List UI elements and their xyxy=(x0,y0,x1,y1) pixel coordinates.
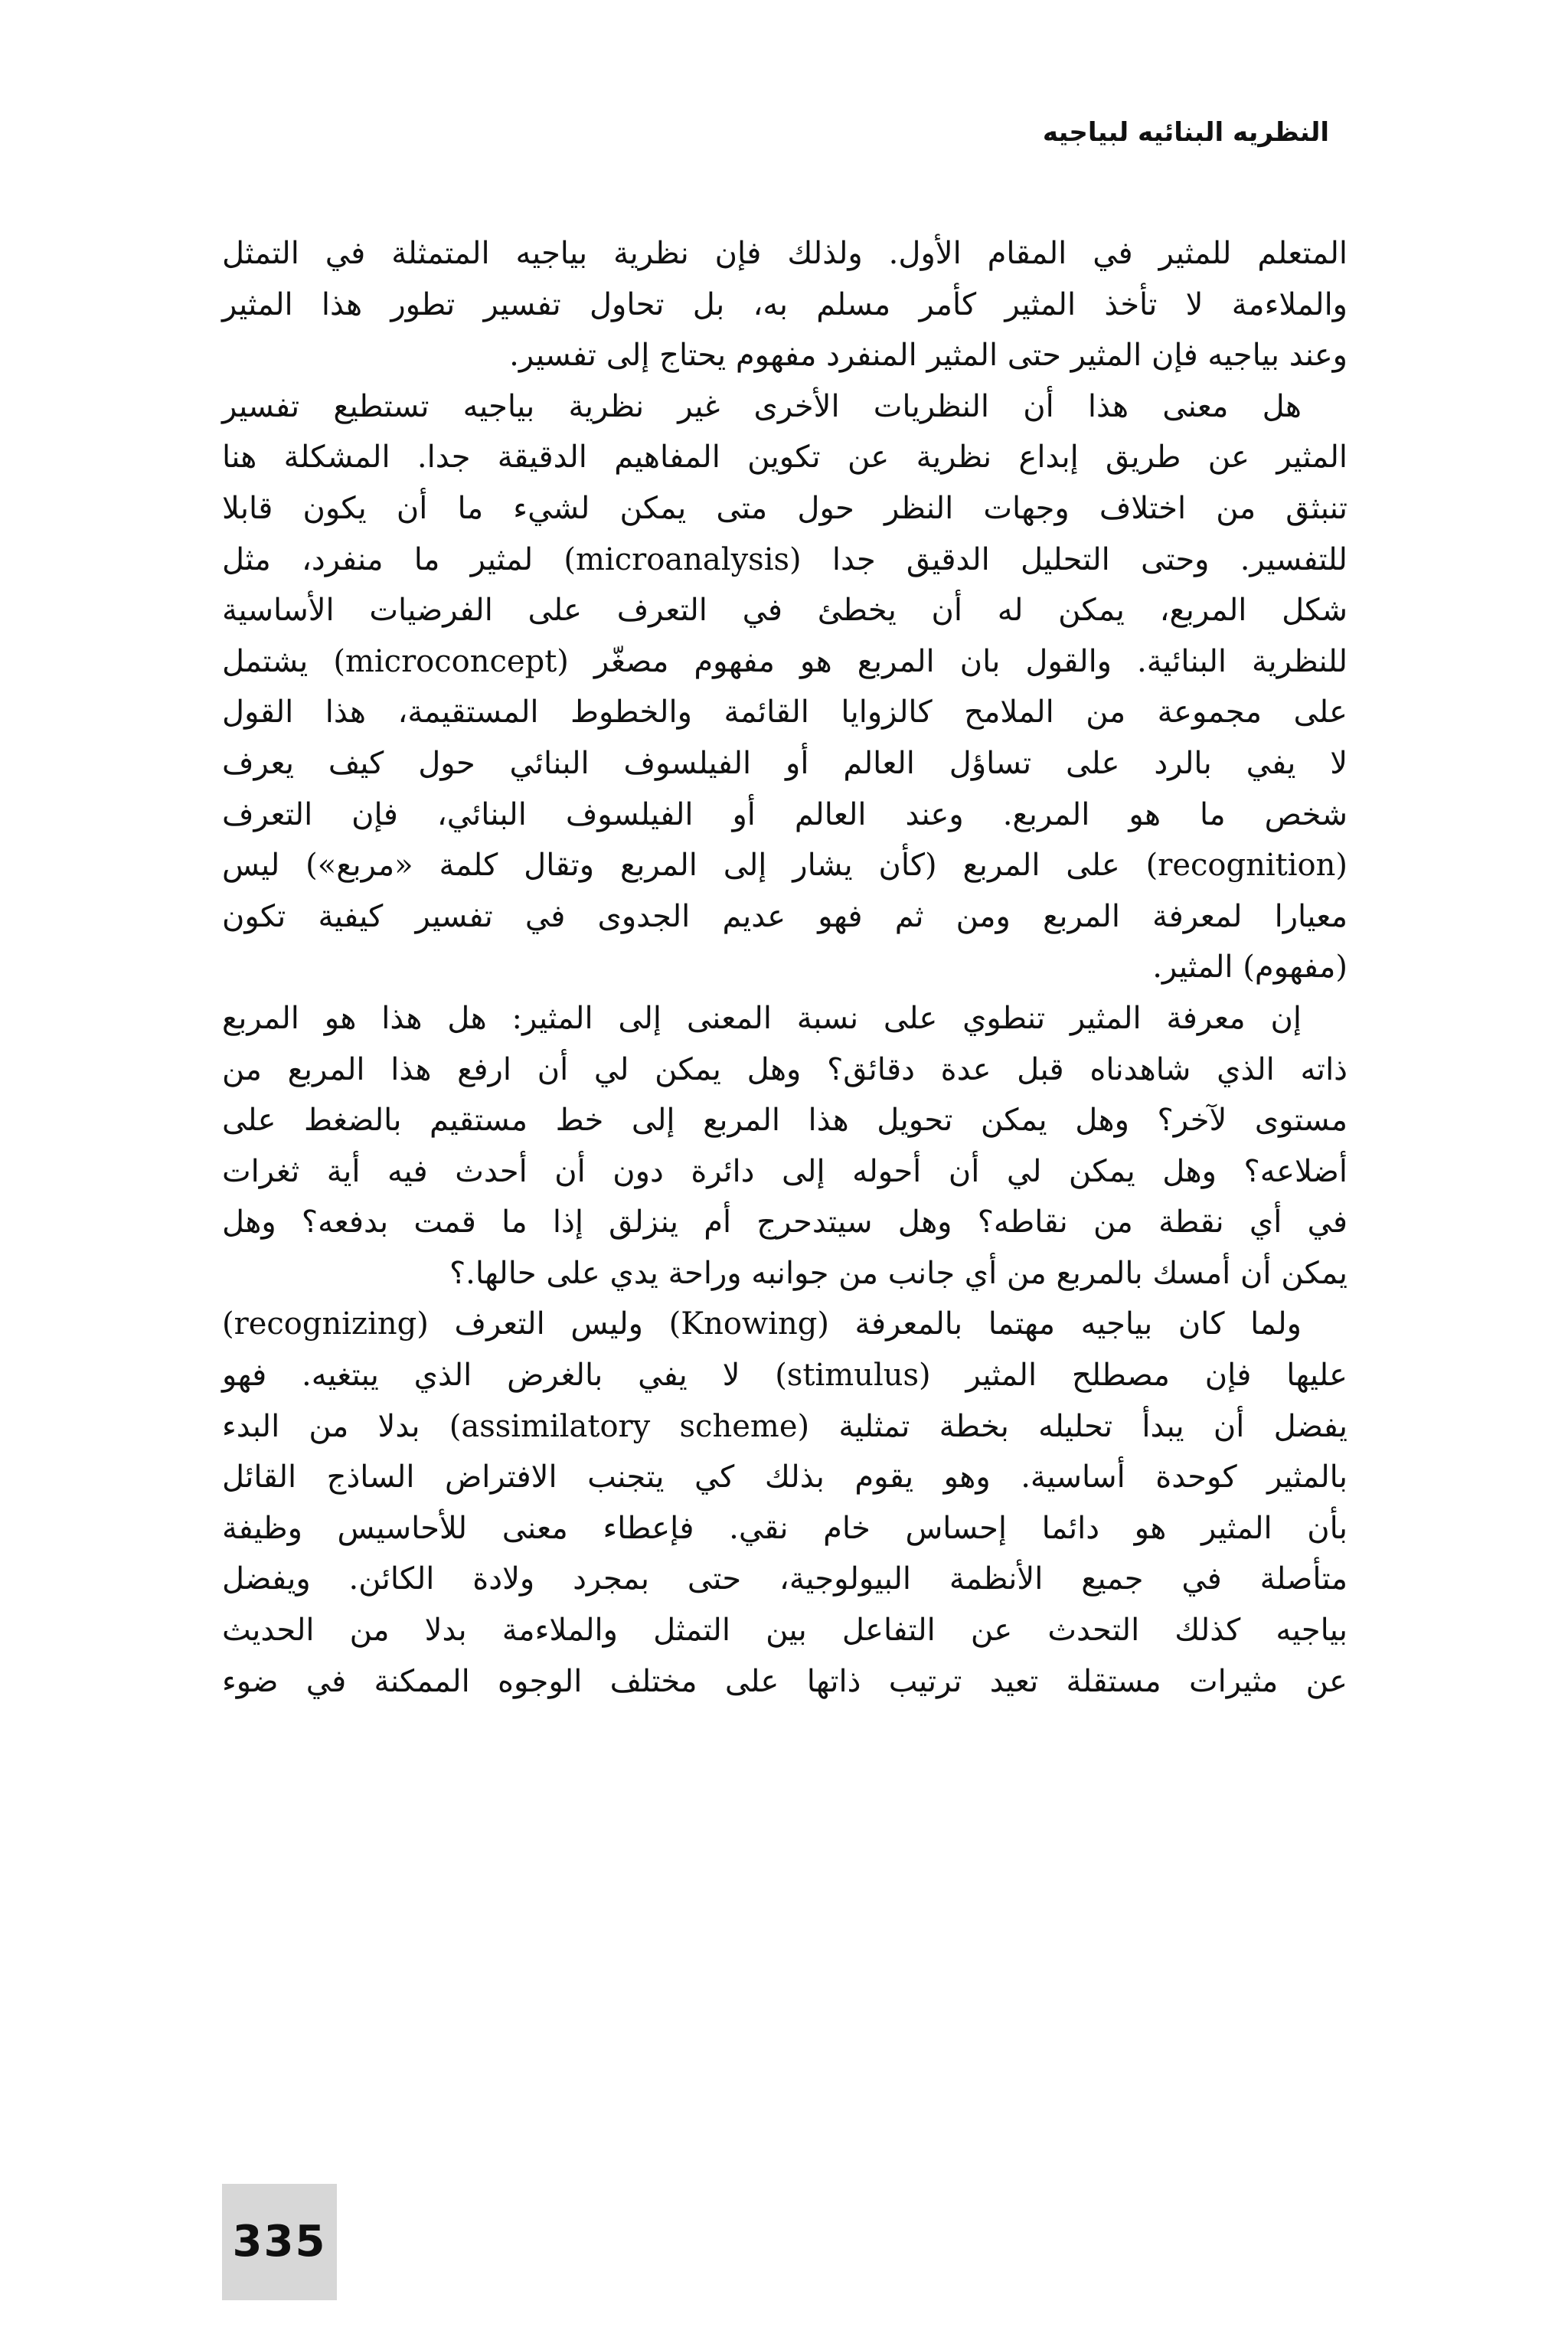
text-line: شخص ما هو المربع. وعند العالم أو الفيلسوف البنائي، فإن التعرف xyxy=(222,796,1348,832)
text-line: والملاءمة لا تأخذ المثير كأمر مسلم به، بل تحاول تفسير تطور هذا المثير xyxy=(222,286,1348,322)
text-line: شكل المربع، يمكن له أن يخطئ في التعرف على الفرضيات الأساسية xyxy=(222,593,1348,629)
text-line: المتعلم للمثير في المقام الأول. ولذلك فإن نظرية بياجيه المتمثلة في التمثل xyxy=(222,236,1348,271)
text-line: عليها فإن مصطلح المثير (stimulus) لا يفي بالغرض الذي يبتغيه. فهو xyxy=(222,1358,1348,1394)
text-line: بالمثير كوحدة أساسية. وهو يقوم بذلك كي يتجنب الافتراض الساذج القائل xyxy=(222,1459,1348,1495)
text-line: يمكن أن أمسك بالمربع من أي جانب من جوانبه وراحة يدي على حالها.؟ xyxy=(449,1255,1348,1291)
text-line: لا يفي بالرد على تساؤل العالم أو الفيلسوف البنائي حول كيف يعرف xyxy=(222,745,1348,781)
paragraph xyxy=(222,1299,1348,1707)
page-number-box xyxy=(222,2184,337,2300)
paragraph xyxy=(222,381,1348,993)
text-line: ولما كان بياجيه مهتما بالمعرفة (Knowing) وليس التعرف (recognizing) xyxy=(222,1306,1302,1342)
text-line: أضلاعه؟ وهل يمكن لي أن أحوله إلى دائرة دون أن أحدث فيه أية ثغرات xyxy=(222,1153,1348,1189)
text-line: المثير عن طريق إبداع نظرية عن تكوين المفاهيم الدقيقة جدا. المشكلة هنا xyxy=(222,440,1348,476)
body-text xyxy=(222,228,1348,1707)
running-header: النظريه البنائيه لبياجيه xyxy=(1042,117,1329,148)
text-line: للنظرية البنائية. والقول بان المربع هو مفهوم مصغّر (microconcept) يشتمل xyxy=(222,643,1348,679)
text-line: معيارا لمعرفة المربع ومن ثم فهو عديم الجدوى في تفسير كيفية تكون xyxy=(222,898,1348,934)
paragraph xyxy=(222,228,1348,381)
text-line: وعند بياجيه فإن المثير حتى المثير المنفرد مفهوم يحتاج إلى تفسير. xyxy=(509,338,1348,374)
page-number: 335 xyxy=(232,2217,327,2267)
text-line: يفضل أن يبدأ تحليله بخطة تمثلية (assimilatory scheme) بدلا من البدء xyxy=(222,1408,1348,1444)
text-line: هل معنى هذا أن النظريات الأخرى غير نظرية بياجيه تستطيع تفسير xyxy=(222,388,1302,424)
text-line: (مفهوم) المثير. xyxy=(1152,949,1348,985)
text-line: للتفسير. وحتى التحليل الدقيق جدا (microanalysis) لمثير ما منفرد، مثل xyxy=(222,541,1348,577)
text-line: بياجيه كذلك التحدث عن التفاعل بين التمثل والملاءمة بدلا من الحديث xyxy=(222,1613,1348,1649)
text-line: إن معرفة المثير تنطوي على نسبة المعنى إلى المثير: هل هذا هو المربع xyxy=(222,1000,1302,1036)
text-line: تنبثق من اختلاف وجهات النظر حول متى يمكن لشيء ما أن يكون قابلا xyxy=(222,490,1348,526)
paragraph xyxy=(222,993,1348,1299)
text-line: عن مثيرات مستقلة تعيد ترتيب ذاتها على مختلف الوجوه الممكنة في ضوء xyxy=(222,1663,1348,1699)
text-line: في أي نقطة من نقاطه؟ وهل سيتدحرج أم ينزلق إذا ما قمت بدفعه؟ وهل xyxy=(222,1204,1348,1240)
text-line: ذاته الذي شاهدناه قبل عدة دقائق؟ وهل يمكن لي أن ارفع هذا المربع من xyxy=(222,1051,1348,1087)
text-line: مستوى لآخر؟ وهل يمكن تحويل هذا المربع إلى خط مستقيم بالضغط على xyxy=(222,1103,1348,1139)
text-line: بأن المثير هو دائما إحساس خام نقي. فإعطاء معنى للأحاسيس وظيفة xyxy=(222,1510,1348,1546)
text-line: على مجموعة من الملامح كالزوايا القائمة والخطوط المستقيمة، هذا القول xyxy=(222,695,1348,730)
text-line: (recognition) على المربع (كأن يشار إلى المربع وتقال كلمة «مربع») ليس xyxy=(222,848,1348,884)
text-line: متأصلة في جميع الأنظمة البيولوجية، حتى بمجرد ولادة الكائن. ويفضل xyxy=(222,1561,1348,1597)
